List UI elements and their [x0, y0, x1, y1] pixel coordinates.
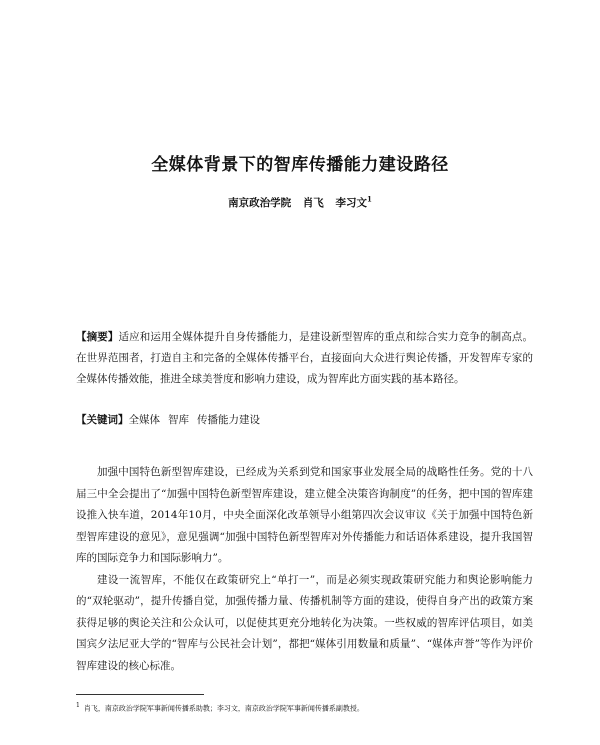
- keywords-label: 【关键词】: [76, 414, 129, 426]
- body-paragraph: 加强中国特色新型智库建设，已经成为关系到党和国家事业发展全局的战略性任务。党的十八届三中全会提出了“加强中国特色新型智库建设，建立健全决策咨询制度”的任务，把中国的智库建设推入快车道，2014年10月，中央全面深化改革领导小组第四次会议审议《关于加强中国特色新型智库建设的意见》，意见强调“加强中国特色新型智库对外传播能力和话语体系建设，提升我国智库的国际竞争力和国际影响力”。: [76, 466, 533, 564]
- footnote-number: 1: [76, 702, 80, 709]
- body-paragraph: 建设一流智库，不能仅在政策研究上“单打一”，而是必须实现政策研究能力和舆论影响能力的“双轮驱动”，提升传播自觉，加强传播力量、传播机制等方面的建设，使得自身产出的政策方案获得足够的舆论关注和公众认可，以促使其更充分地转化为决策。一些权威的智库评估项目，如美国宾夕法尼亚大学的“智库与公民社会计划”，都把“媒体引用数量和质量”、“媒体声誉”等作为评价智库建设的核心标准。: [76, 573, 533, 672]
- keywords: [76, 410, 533, 431]
- footnote-marker: 1: [366, 194, 372, 203]
- keyword-item: 全媒体: [128, 414, 160, 426]
- abstract: [76, 327, 533, 390]
- keyword-item: 智库: [168, 414, 189, 426]
- author-affiliation: 南京政治学院: [228, 196, 292, 209]
- body-text: [76, 462, 533, 677]
- paper-title: 全媒体背景下的智库传播能力建设路径: [151, 155, 449, 175]
- abstract-label: 【摘要】: [76, 331, 119, 343]
- footnote-text: 肖飞，南京政治学院军事新闻传播系助教；李习文，南京政治学院军事新闻传播系副教授。: [83, 704, 364, 713]
- author-line: [0, 194, 600, 210]
- footnote-divider: [76, 694, 204, 695]
- author-name-2-text: 李习文: [335, 196, 367, 209]
- keyword-item: 传播能力建设: [197, 414, 260, 426]
- abstract-text: 适应和运用全媒体提升自身传播能力，是建设新型智库的重点和综合实力竞争的制高点。在世界范围者，打造自主和完备的全媒体传播平台，直接面向大众进行舆论传播，开发智库专家的全媒体传播效能，推进全球美誉度和影响力建设，成为智库此方面实践的基本路径。: [76, 331, 534, 385]
- footnote: [76, 701, 546, 713]
- author-name-1: 肖飞: [302, 196, 324, 209]
- author-name-2: [335, 194, 372, 209]
